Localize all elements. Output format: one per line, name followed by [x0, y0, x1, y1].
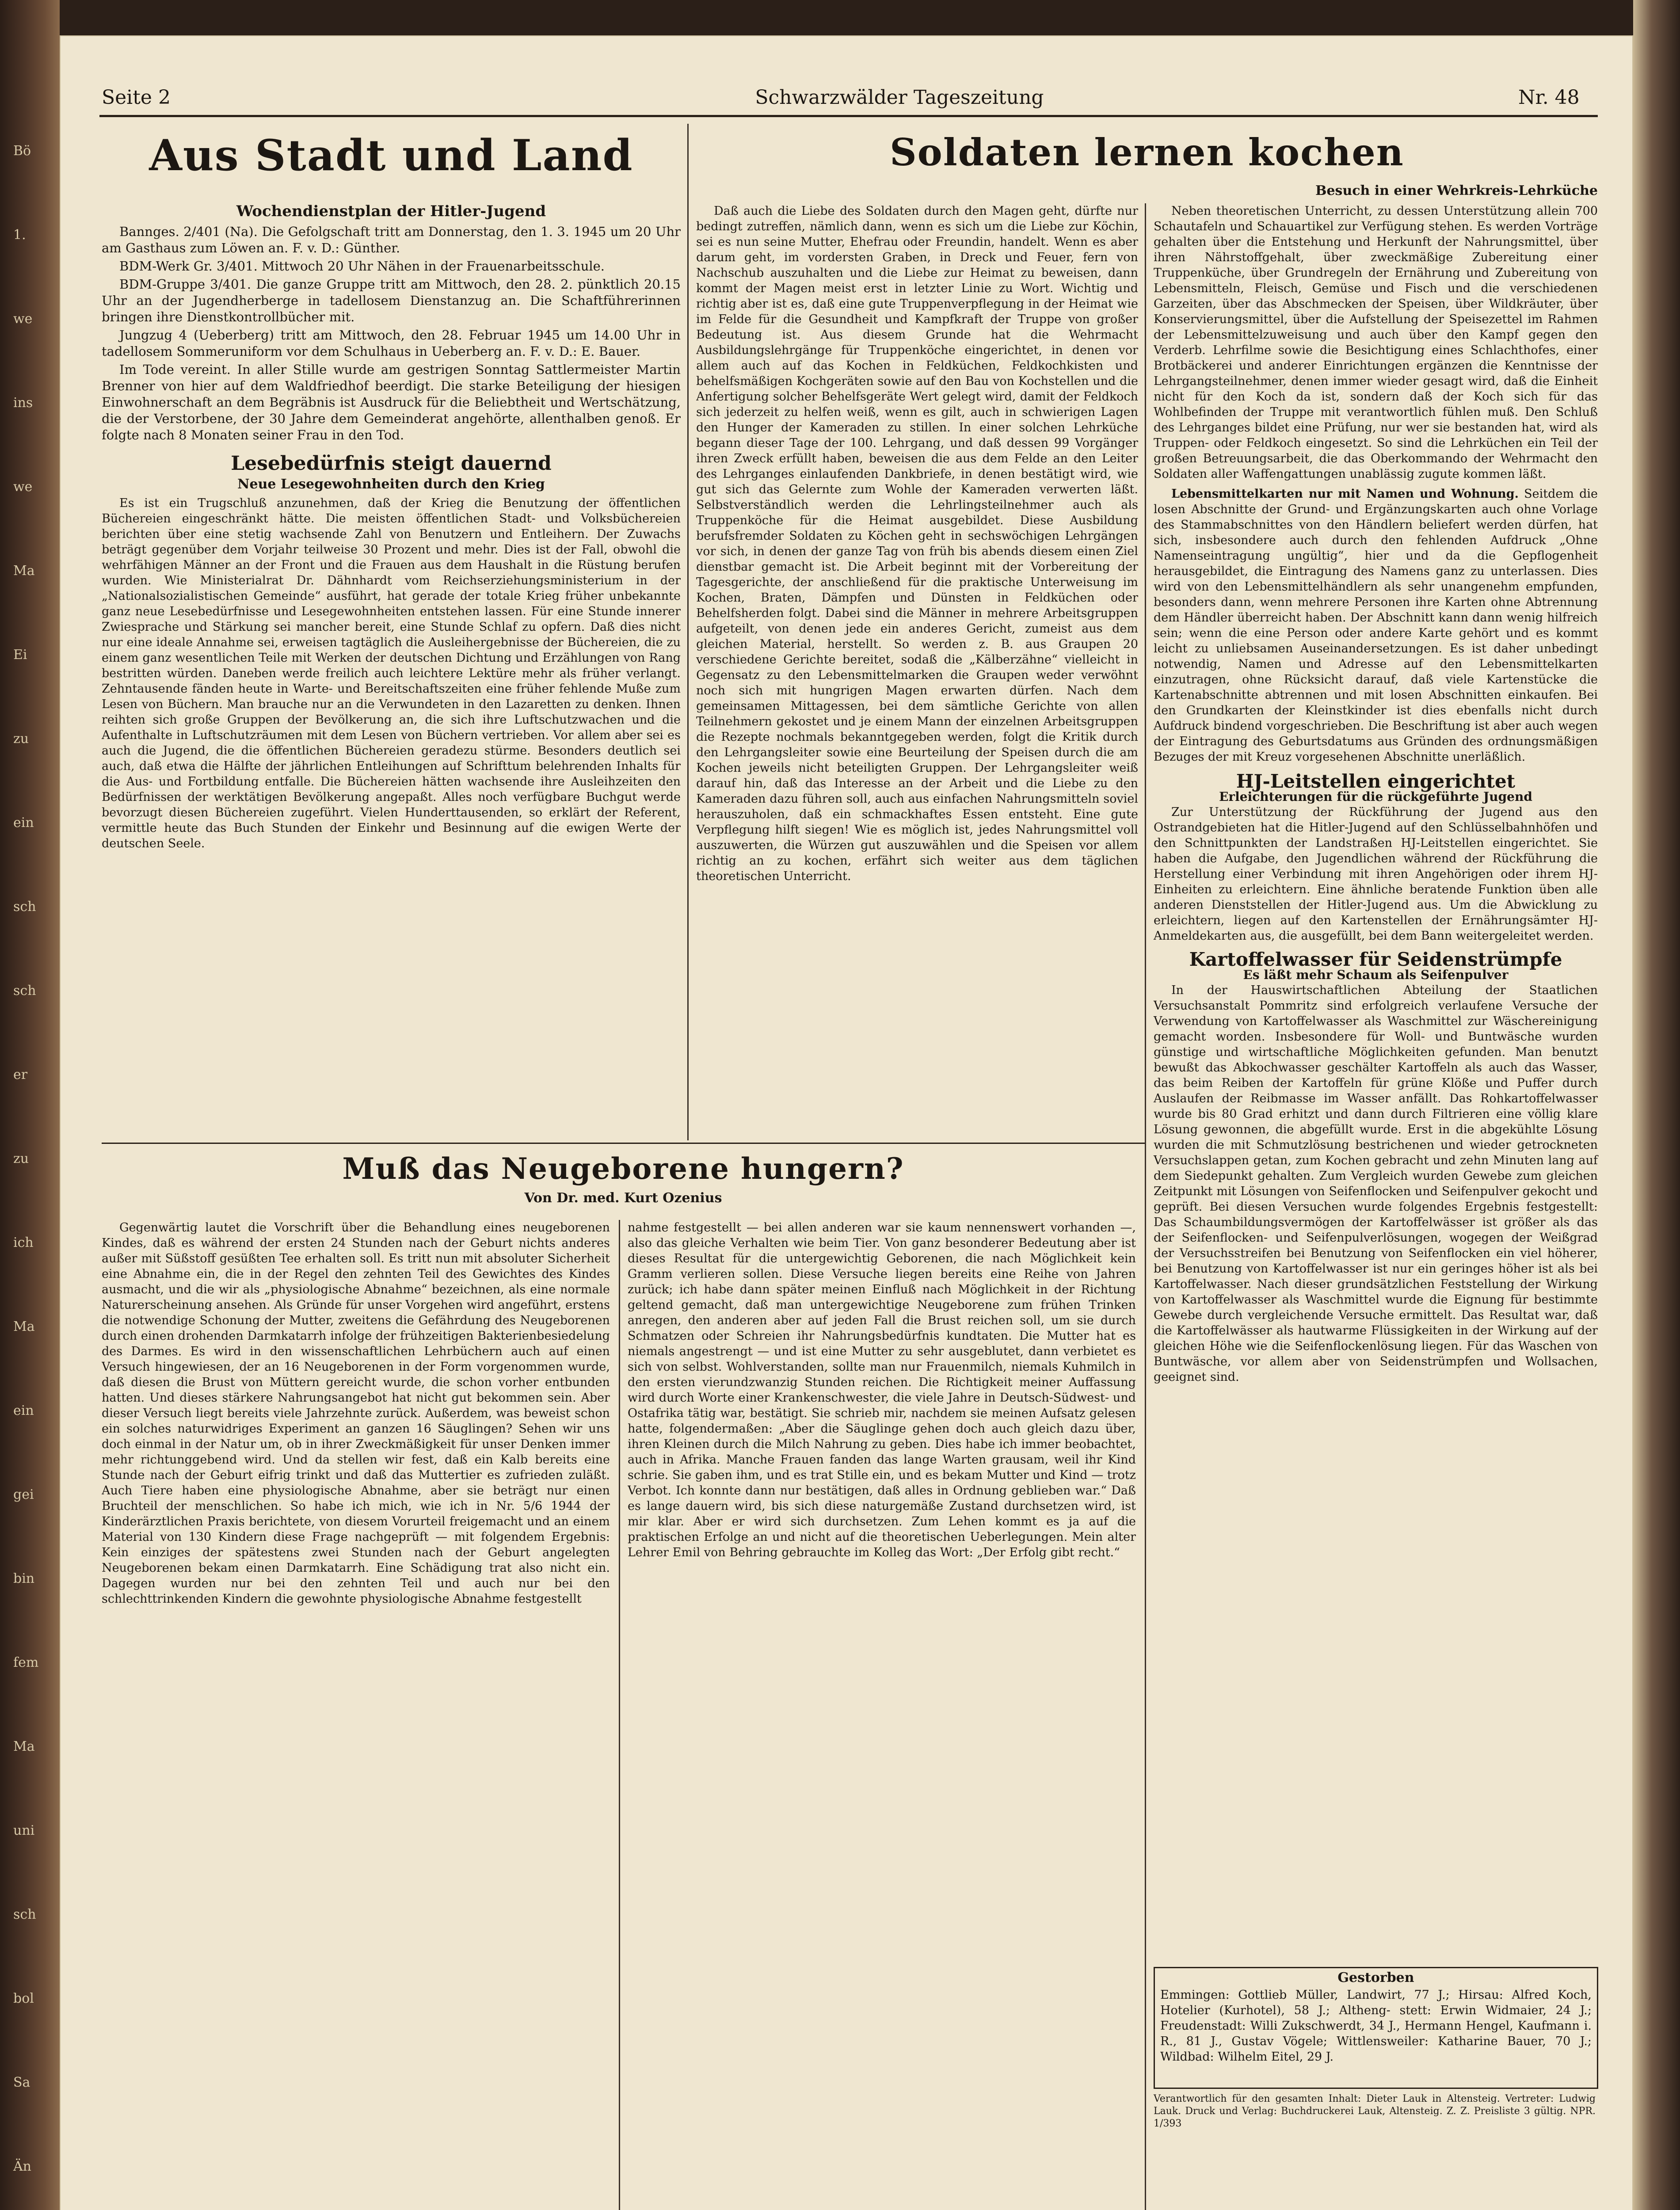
binding-text-fragment: bol: [13, 1991, 34, 2006]
article-paragraph: Daß auch die Liebe des Soldaten durch den Magen geht, dürfte nur bedingt zutreffen, nämlich dann, wenn es sich um die Liebe zur Köchin, sei es nun seine Mutter, Ehefrau oder Freundin, handelt. Wenn es aber darum geht, im vordersten Graben, in Dreck und Feuer, fern von Nachschub auszuhalten und die Liebe zur Heimat zu beweisen, dann kommt der Magen meist erst in letzter Linie zu Wort. Wichtig und richtig aber ist es, daß eine gute Truppenverpflegung in der Heimat wie im Felde für die Gesundheit und Kampfkraft der Truppe von großer Bedeutung ist. Aus diesem Grunde hat die Wehrmacht Ausbildungslehrgänge für Truppenköche eingerichtet, in denen vor allem auch auf das Kochen in Feldküchen, Feldkochkisten und behelfsmäßigen Kochgeräten sowie auf den Bau von Kochstellen und die Anfertigung solcher Behelfsgeräte Wert gelegt wird, damit der Feldkoch sich jederzeit zu helfen weiß, wenn es gilt, auch in schwierigen Lagen den Hunger der Kameraden zu stillen. In einer solchen Lehrküche begann dieser Tage der 100. Lehrgang, und daß dessen 99 Vorgänger ihren Zweck erfüllt haben, beweisen die aus dem Felde an den Leiter des Lehrganges einlaufenden Dankbriefe, in denen bestätigt wird, wie gut sich das Gelernte zum Wohle der Kameraden verwerten läßt. Selbstverständlich werden die Lehrlingsteilnehmer auch als Truppenköche für die Heimat ausgebildet. Diese Ausbildung berufsfremder Soldaten zu Köchen geht in sechswöchigen Lehrgängen vor sich, in denen der ganze Tag von früh bis abends diesem einen Ziel dienstbar gemacht ist. Die Arbeit beginnt mit der Vorbereitung der Tagesgerichte, der anschließend für die praktische Unterweisung im Kochen, Braten, Dämpfen und Dünsten in Feldküchen oder Behelfsherden folgt. Dabei sind die Männer in mehrere Arbeitsgruppen aufgeteilt, von denen jede ein anderes Gericht, zumeist aus dem gleichen Material, herstellt. So werden z. B. aus Graupen 20 verschiedene Gerichte bereitet, sodaß die „Kälberzähne“ vielleicht in Gegensatz zu den Lebensmittelmarken die Graupen weder verwöhnt noch sich mit hungrigen Magen erwarten dürfen. Nach dem gemeinsamen Mittagessen, bei dem sämtliche Gerichte von allen Teilnehmern gekostet und je einem Mann der einzelnen Arbeitsgruppen die Rezepte nochmals bekanntgegeben werden, folgt die Kritik durch den Lehrgangsleiter sowie eine Beurteilung der Speisen durch die am Kochen jeweils nicht beteiligten Gruppen. Der Lehrgangsleiter weiß darauf hin, daß das Interesse an der Arbeit und die Liebe zu den Kameraden dazu führen soll, auch aus einfachen Nahrungsmitteln soviel herauszuholen, daß ein schmackhaftes Essen entsteht. Eine gute Verpflegung hilft siegen! Wie es möglich ist, jedes Nahrungsmittel voll auszuwerten, die Würzen gut auszuwählen und die Speisen vor allem richtig an zu kochen, erfährt sich weiter aus dem täglichen theoretischen Unterricht.: [696, 204, 1138, 883]
obituary-note: Im Tode vereint. In aller Stille wurde am gestrigen Sonntag Sattlermeister Martin Brenner von hier auf dem Waldfriedhof beerdigt. Die starke Beteiligung der hiesigen Einwohnerschaft an dem Begräbnis ist Ausdruck für die Beliebtheit und Wertschätzung, die der Verstorbene, der 30 Jahre dem Gemeinderat angehörte, allenthalben genoß. Er folgte nach 8 Monaten seiner Frau in den Tod.: [102, 362, 681, 442]
binding-text-fragment: Bö: [13, 143, 31, 159]
imprint: Verantwortlich für den gesamten Inhalt: Dieter Lauk in Altensteig. Vertreter: Ludwig Lauk. Druck und Verlag: Buchdruckerei Lauk, Altensteig. Z. Z. Preisliste 3 gültig. NPR. 1/393: [1154, 2093, 1596, 2129]
column-rule: [687, 124, 689, 1140]
reading-article-subtitle: Neue Lesegewohnheiten durch den Krieg: [237, 476, 545, 492]
schedule-item: Jungzug 4 (Ueberberg) tritt am Mittwoch, den 28. Februar 1945 um 14.00 Uhr in tadellosem Sommeruniform vor dem Schulhaus in Ueberberg an. F. v. D.: E. Bauer.: [102, 328, 681, 359]
binding-text-fragment: gei: [13, 1487, 34, 1502]
newborn-col2: [628, 1220, 1136, 2210]
soldiers-cooking-section: [696, 130, 1598, 198]
notice-paragraph: [1154, 486, 1598, 765]
binding-text-fragment: sch: [13, 1907, 36, 1922]
hj-schedule-text: [102, 224, 681, 443]
reading-article-text: [102, 495, 681, 851]
schedule-item: BDM-Werk Gr. 3/401. Mittwoch 20 Uhr Nähen in der Frauenarbeitsschule.: [119, 259, 605, 274]
article-paragraph: In der Hauswirtschaftlichen Abteilung der Staatlichen Versuchsanstalt Pommritz sind erfolgreich verlaufene Versuche der Verwendung von Kartoffelwasser als Waschmittel zur Wäschereinigung gemacht worden. Insbesondere für Woll- und Buntwäsche wurden günstige und wirtschaftliche Möglichkeiten gefunden. Man benutzt bewußt das Abkochwasser geschälter Kartoffeln als auch das Wasser, das beim Reiben der Kartoffeln für grüne Klöße und Puffer durch Auslaufen der Reibmasse im Wasser anfällt. Das Rohkartoffelwasser wurde bis 80 Grad erhitzt und dann durch Filtrieren eine völlig klare Lösung gewonnen, die abgefüllt wurde. Erst in die abgekühlte Lösung wurden die mit Schmutzlösung bestrichenen und wieder getrockneten Versuchslappen getan, zum Kochen gebracht und zehn Minuten lang auf dem Siedepunkt gehalten. Zum Vergleich wurden Gewebe zum gleichen Zeitpunkt mit Lösungen von Seifenflocken und Seifenpulver gekocht und geprüft. Bei diesen Versuchen wurde folgendes Ergebnis festgestellt: Das Schaumbildungsvermögen der Kartoffelwässer ist größer als das der Seifenflocken- und Seifenpulverlösungen, wogegen der Weißgrad der Versuchsstreifen bei Benutzung von Seifenflocken ein viel höherer, bei Benutzung von Kartoffelwasser ist nur ein geringes höher ist als bei Kartoffelwasser. Nach dieser grundsätzlichen Feststellung der Wirkung von Kartoffelwasser als Waschmittel wurde die Eignung für bestimmte Gewebe durch vergleichende Versuche ermittelt. Das Resultat war, daß die Kartoffelwässer als hautwarme Flüssigkeiten in der Wirkung auf der gleichen Höhe wie die Seifenflockenlösung liegen. Für das Waschen von Buntwäsche, vor allem aber von Seidenstrümpfen und Wollsachen, geeignet sind.: [1154, 983, 1598, 1384]
newspaper-page: [60, 35, 1633, 2210]
binding-text-fragment: uni: [13, 1823, 35, 1838]
binding-text-fragment: ich: [13, 1235, 34, 1250]
hj-article-title: HJ-Leitstellen eingerichtet: [1236, 770, 1516, 792]
cooking-article-col1: [696, 203, 1138, 1136]
binding-text-fragment: 1.: [13, 227, 26, 243]
column-rule: [1145, 203, 1146, 2210]
newborn-col1: [102, 1220, 610, 2210]
section-title: Aus Stadt und Land: [149, 130, 633, 180]
book-binding: [0, 0, 60, 2210]
article-paragraph: Zur Unterstützung der Rückführung der Jugend aus den Ostrandgebieten hat die Hitler-Jugend auf den Schlüsselbahnhöfen und den Schnittpunkten der Landstraßen HJ-Leitstellen eingerichtet. Sie haben die Aufgabe, den Jugendlichen während der Rückführung die Herstellung einer Verbindung mit ihren Angehörigen oder ihrem HJ-Einheiten zu erleichtern. Eine ähnliche beratende Funktion üben alle anderen Dienststellen der Hitler-Jugend aus. Um die Abwicklung zu erleichtern, liegen auf den Kartenstellen der Ernährungsämter HJ-Anmeldekarten aus, die ausgefüllt, bei dem Bann weitergeleitet werden.: [1154, 805, 1598, 943]
notice-heading: Lebensmittelkarten nur mit Namen und Wohnung.: [1171, 487, 1519, 501]
binding-text-fragment: Ma: [13, 1739, 35, 1754]
schedule-item: BDM-Gruppe 3/401. Die ganze Gruppe tritt am Mittwoch, den 28. 2. pünktlich 20.15 Uhr an der Jugendherberge in tadellosem Dienstanzug an. Die Schaftführerinnen bringen ihre Dienstkontrollbücher mit.: [102, 277, 681, 324]
binding-text-fragment: zu: [13, 731, 29, 747]
column-rule: [619, 1220, 620, 2210]
page-number: Seite 2: [102, 86, 171, 109]
cooking-subtitle: Besuch in einer Wehrkreis-Lehrküche: [1315, 183, 1598, 198]
deaths-text: Emmingen: Gottlieb Müller, Landwirt, 77 J.; Hirsau: Alfred Koch, Hotelier (Kurhotel), 58 J.; Altheng- stett: Erwin Widmaier, 24 J.; Freudenstadt: Willi Zukschwerdt, 34 J., Hermann Hengel, Kaufmann i. R., 81 J., Gustav Vögele; Wittlensweiler: Katharine Bauer, 70 J.; Wildbad: Wilhelm Eitel, 29 J.: [1160, 1988, 1592, 2064]
binding-text-fragment: er: [13, 1067, 28, 1082]
binding-text-fragment: ein: [13, 815, 34, 831]
deaths-heading: Gestorben: [1337, 1970, 1414, 1985]
binding-text-fragment: ins: [13, 395, 33, 411]
hj-article-subtitle: Erleichterungen für die rückgeführte Jugend: [1219, 789, 1532, 804]
binding-text-fragment: sch: [13, 899, 36, 914]
issue-number: Nr. 48: [1518, 86, 1580, 109]
binding-text-fragment: Sa: [13, 2075, 30, 2090]
newspaper-name: Schwarzwälder Tageszeitung: [755, 86, 1044, 109]
top-background: [0, 0, 1680, 35]
binding-text-fragment: Ma: [13, 1319, 35, 1334]
right-column: [1154, 203, 1598, 1387]
section-rule: [102, 1143, 1145, 1144]
cooking-title: Soldaten lernen kochen: [890, 130, 1404, 174]
potato-water-title: Kartoffelwasser für Seidenstrümpfe: [1189, 949, 1562, 970]
potato-water-subtitle: Es läßt mehr Schaum als Seifenpulver: [1243, 968, 1509, 982]
newborn-title: Muß das Neugeborene hungern?: [342, 1151, 904, 1186]
binding-text-fragment: zu: [13, 1151, 29, 1166]
newborn-article-header: [102, 1151, 1145, 1206]
binding-text-fragment: fem: [13, 1655, 39, 1670]
notice-text: Seitdem die losen Abschnitte der Grund- und Ergänzungskarten auch ohne Vorlage des Stammabschnittes von den Händlern beliefert werden dürfen, hat sich, insbesondere auch durch den fehlenden Aufdruck „Ohne Namenseintragung ungültig“, hier und da die Gepflogenheit herausgebildet, die Eintragung des Namens ganz zu unterlassen. Dies wird von den Lebensmittelhändlern als sehr unangenehm empfunden, besonders dann, wenn mehrere Personen ihre Karten ohne Abtrennung dem Händler überreicht haben. Der Abschnitt kann dann wenig hilfreich sein; wenn die eine Person oder andere Karte gehört und es kommt leicht zu unliebsamen Auseinandersetzungen. Es ist daher unbedingt notwendig, Namen und Adresse auf den Lebensmittelkarten einzutragen, ohne Rücksicht darauf, daß viele Kartenstücke die Kartenabschnitte abtrennen und mit losen Abschnitten einkaufen. Bei den Grundkarten der Kleinstkinder ist dies ebenfalls nicht durch Aufdruck bindend vorgeschrieben. Die Beschriftung ist aber auch wegen der Eintragung des Geburtsdatums aus Gründen des ordnungsmäßigen Bezuges der mit Kreuz vorgesehenen Abschnitte unerläßlich.: [1154, 487, 1598, 764]
article-paragraph: nahme festgestellt — bei allen anderen war sie kaum nennenswert vorhanden —, also das gleiche Verhalten wie beim Tier. Von ganz besonderer Bedeutung aber ist dieses Resultat für die untergewichtig Geborenen, die nach Möglichkeit kein Gramm verlieren sollen. Diese Versuche liegen bereits eine Reihe von Jahren zurück; ich habe dann später meinen Einfluß nach Möglichkeit in der Richtung geltend gemacht, daß man untergewichtige Neugeborene zum frühen Trinken anregen, den anderen aber auf jeden Fall die Brust reichen soll, um sie durch Schmatzen oder Schreien ihr Nahrungsbedürfnis kundtaten. Die Mutter hat es niemals angestrengt — und ist eine Mutter zu sehr ausgeblutet, dann verbietet es sich von selbst. Wohlverstanden, sollte man nur Frauenmilch, niemals Kuhmilch in den ersten vierundzwanzig Stunden reichen. Die Richtigkeit meiner Auffassung wird durch Worte einer Krankenschwester, die viele Jahre in Deutsch-Südwest- und Ostafrika tätig war, bestätigt. Sie schrieb mir, nachdem sie meinen Aufsatz gelesen hatte, folgendermaßen: „Aber die Säuglinge gehen doch auch gleich dazu über, ihren Kleinen durch die Milch Nahrung zu geben. Dies habe ich immer beobachtet, auch in Afrika. Manche Frauen fanden das lange Warten grausam, weil ihr Kind schrie. Sie gaben ihm, und es trat Stille ein, und es bekam Mutter und Kind — trotz Verbot. Ich konnte dann nur bestätigen, daß alles in Ordnung geblieben war.“ Daß es lange dauern wird, bis sich diese naturgemäße Zustand durchsetzen wird, ist mir klar. Aber er wird sich durchsetzen. Zum Lehen kommt es ja auf die praktischen Erfolge an und nicht auf die theoretischen Ueberlegungen. Mein alter Lehrer Emil von Behring gebrauchte im Kolleg das Wort: „Der Erfolg gibt recht.“: [628, 1221, 1136, 1559]
newborn-byline: Von Dr. med. Kurt Ozenius: [524, 1190, 722, 1206]
binding-text-fragment: Ma: [13, 563, 35, 579]
binding-text-fragment: Än: [13, 2159, 31, 2174]
article-paragraph: Neben theoretischen Unterricht, zu dessen Unterstützung allein 700 Schautafeln und Schauartikel zur Verfügung stehen. Es werden Vorträge gehalten über die Entstehung und Herkunft der Nahrungsmittel, über ihren Nährstoffgehalt, über zweckmäßige Zubereitung einer Truppenküche, über Grundregeln der Ernährung und Zubereitung von Lebensmitteln, Fleisch, Gemüse und Fisch und die verschiedenen Garzeiten, über das Abschmecken der Speisen, über Wildkräuter, über Konservierungsmittel, über die Aufstellung der Speisezettel im Rahmen der Lebensmittelzuweisung und auch über den Kampf gegen den Verderb. Lehrfilme sowie die Besichtigung eines Schlachthofes, einer Brotbäckerei und anderer Einrichtungen ergänzen die Kenntnisse der Lehrgangsteilnehmer, denen immer wieder gesagt wird, daß die Einheit nicht für den Koch da ist, sondern daß der Koch sich für das Wohlbefinden der Truppe mit verantwortlich fühlen muß. Den Schluß des Lehrganges bildet eine Prüfung, nur wer sie bestanden hat, wird als Truppen- oder Feldkoch eingesetzt. So sind die Lehrküchen ein Teil der großen Betreuungsarbeit, die das Oberkommando der Wehrmacht den Soldaten aller Waffengattungen unablässig zugute kommen läßt.: [1154, 204, 1598, 481]
binding-text-fragment: we: [13, 479, 33, 495]
schedule-item: Bannges. 2/401 (Na). Die Gefolgschaft tritt am Donnerstag, den 1. 3. 1945 um 20 Uhr am Gasthaus zum Löwen an. F. v. D.: Günther.: [102, 224, 681, 255]
binding-text-fragment: Ei: [13, 647, 27, 663]
binding-text-fragment: ein: [13, 1403, 34, 1418]
page-edge: [1633, 0, 1680, 2210]
binding-text-fragment: sch: [13, 983, 36, 998]
hj-schedule-heading: Wochendienstplan der Hitler-Jugend: [236, 202, 546, 220]
binding-text-fragment: bin: [13, 1571, 35, 1586]
article-paragraph: Es ist ein Trugschluß anzunehmen, daß der Krieg die Benutzung der öffentlichen Büchereien eingeschränkt hätte. Die meisten öffentlichen Stadt- und Volksbüchereien berichten über eine stetig wachsende Zahl von Benutzern und Entleihern. Der Zuwachs beträgt gegenüber dem Vorjahr teilweise 30 Prozent und mehr. Dies ist der Fall, obwohl die wehrfähigen Männer an der Front und die Frauen aus dem Haushalt in die Rüstung berufen wurden. Wie Ministerialrat Dr. Dähnhardt vom Reichserziehungsministerium in der „Nationalsozialistischen Gemeinde“ ausführt, hat gerade der totale Krieg früher unbekannte ganz neue Lesebedürfnisse und Lesegewohnheiten entstehen lassen. Für eine Stunde innerer Zwiesprache und Stärkung sei mancher bereit, eine Stunde Schlaf zu opfern. Daß dies nicht nur eine ideale Annahme sei, erweisen tagtäglich die Ausleihergebnisse der Büchereien, die zu einem ganz wesentlichen Teile mit Werken der deutschen Dichtung und Erzählungen von Rang bestritten würden. Daneben werde freilich auch leichtere Lektüre mehr als früher verlangt. Zehntausende fänden heute in Warte- und Bereitschaftszeiten eine früher fehlende Muße zum Lesen von Büchern. Man brauche nur an die Verwundeten in den Lazaretten zu denken. Ihnen reihten sich große Gruppen der Bevölkerung an, die sich ihre Luftschutzwachen und die Aufenthalte in Luftschutzräumen mit dem Lesen von Büchern vertrieben. Vor allem aber sei es auch die Jugend, die die öffentlichen Büchereien geradezu stürme. Besonders deutlich sei auch, daß etwa die Hälfte der jährlichen Entleihungen auf Schrifttum belehrenden Inhalts für die Aus- und Fortbildung entfalle. Die Büchereien hätten wachsende ihre Ausleihzeiten den Bedürfnissen der werktätigen Bevölkerung angepaßt. Alles noch verfügbare Buchgut werde bevorzugt diesen Büchereien zugeführt. Vielen Hunderttausenden, so erklärt der Referent, vermittle heute das Buch Stunden der Einkehr und Besinnung auf die ewigen Werte der deutschen Seele.: [102, 496, 681, 850]
binding-text-fragment: we: [13, 311, 33, 327]
article-paragraph: Gegenwärtig lautet die Vorschrift über die Behandlung eines neugeborenen Kindes, daß es während der ersten 24 Stunden nach der Geburt nichts anderes außer mit Süßstoff gesüßten Tee erhalten soll. Es tritt nun mit absoluter Sicherheit eine Abnahme ein, die in der Regel den zehnten Teil des Gewichtes des Kindes ausmacht, und die wir als „physiologische Abnahme“ bezeichnen, als eine normale Naturerscheinung ansehen. Als Gründe für unser Vorgehen wird angeführt, erstens die notwendige Schonung der Mutter, zweitens die Gefährdung des Neugeborenen durch einen drohenden Darmkatarrh infolge der frühzeitigen Bakterienbesiedelung des Darmes. Es wird in den wissenschaftlichen Lehrbüchern auch auf einen Versuch hingewiesen, der an 16 Neugeborenen in der Form vorgenommen wurde, daß diesen die Brust von Müttern gereicht wurde, die schon vorher entbunden hatten. Und dieses stärkere Nahrungsangebot hat nicht gut bekommen sein. Aber dieser Versuch liegt bereits viele Jahrzehnte zurück. Außerdem, was beweist schon ein solches naturwidriges Experiment an ganzen 16 Säuglingen? Sehen wir uns doch einmal in der Natur um, ob in ihrer Zweckmäßigkeit für unser Denken immer mehr richtunggebend wird. Und da stellen wir fest, daß ein Kalb bereits eine Stunde nach der Geburt eifrig trinkt und daß das Muttertier es zufrieden zuläßt. Auch Tiere haben eine physiologische Abnahme, aber sie beträgt nur einen Bruchteil der menschlichen. So habe ich mich, wie ich in Nr. 5/6 1944 der Kinderärztlichen Praxis berichtete, von diesem Vorurteil freigemacht und an einem Material von 130 Kindern diese Frage nachgeprüft — mit folgendem Ergebnis: Kein einziges der spätestens zwei Stunden nach der Geburt angelegten Neugeborenen bekam einen Darmkatarrh. Eine Schädigung trat also nicht ein. Dagegen wurden nur bei den zehnten Teil und auch nur bei den schlechttrinkenden Kindern die gewohnte physiologische Abnahme festgestellt: [102, 1221, 610, 1606]
deaths-box: [1154, 1967, 1598, 2089]
reading-article-title: Lesebedürfnis steigt dauernd: [231, 452, 552, 475]
local-news-section: [102, 130, 681, 853]
masthead-rule: [99, 115, 1598, 117]
